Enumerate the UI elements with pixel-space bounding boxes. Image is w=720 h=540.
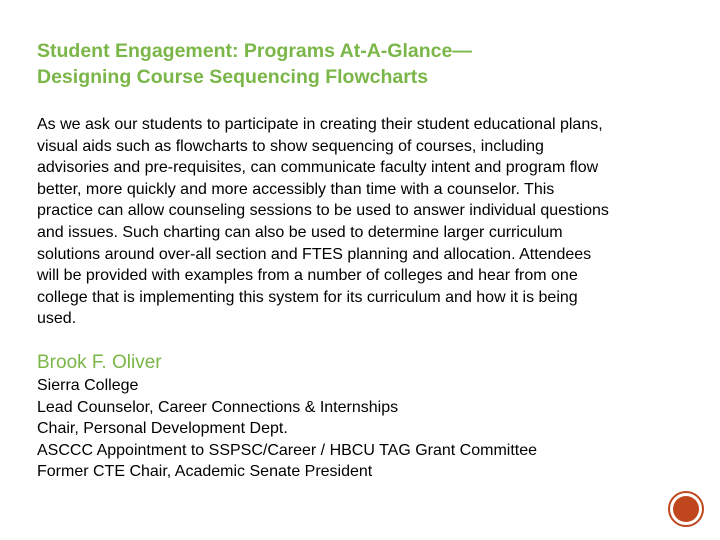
description-line: advisories and pre-requisites, can communicate faculty intent and program flow — [37, 159, 599, 177]
description-line: visual aids such as flowcharts to show sequencing of courses, including — [37, 137, 544, 155]
description-line: solutions around over-all section and FTES planning and allocation. Attendees — [37, 245, 592, 263]
description-line: As we ask our students to participate in creating their student educational plans, — [37, 116, 603, 133]
slide — [37, 0, 687, 540]
description-line: used. — [37, 310, 77, 328]
presenter-details — [37, 375, 537, 483]
slide-title — [37, 38, 657, 90]
description-line: will be provided with examples from a number of colleges and hear from one — [37, 267, 578, 285]
circle-badge-icon — [667, 490, 705, 528]
presenter-detail-line: ASCCC Appointment to SSPSC/Career / HBCU TAG Grant Committee — [37, 441, 538, 459]
presenter-detail-line: Lead Counselor, Career Connections & Internships — [37, 398, 399, 416]
presenter-detail-line: Chair, Personal Development Dept. — [37, 420, 288, 438]
title-line: Student Engagement: Programs At-A-Glance— — [37, 40, 472, 62]
title-line: Designing Course Sequencing Flowcharts — [37, 66, 429, 88]
presenter-detail-line: Sierra College — [37, 377, 139, 394]
description-line: and issues. Such charting can also be used to determine larger curriculum — [37, 223, 563, 241]
description-line: practice can allow counseling sessions to be used to answer individual questions — [37, 202, 609, 220]
description-line: college that is implementing this system for its curriculum and how it is being — [37, 288, 578, 306]
presenter-detail-line: Former CTE Chair, Academic Senate President — [37, 463, 373, 481]
session-description — [37, 114, 687, 330]
presenter-name: Brook F. Oliver — [37, 352, 162, 373]
description-line: better, more quickly and more accessibly than time with a counselor. This — [37, 180, 555, 198]
